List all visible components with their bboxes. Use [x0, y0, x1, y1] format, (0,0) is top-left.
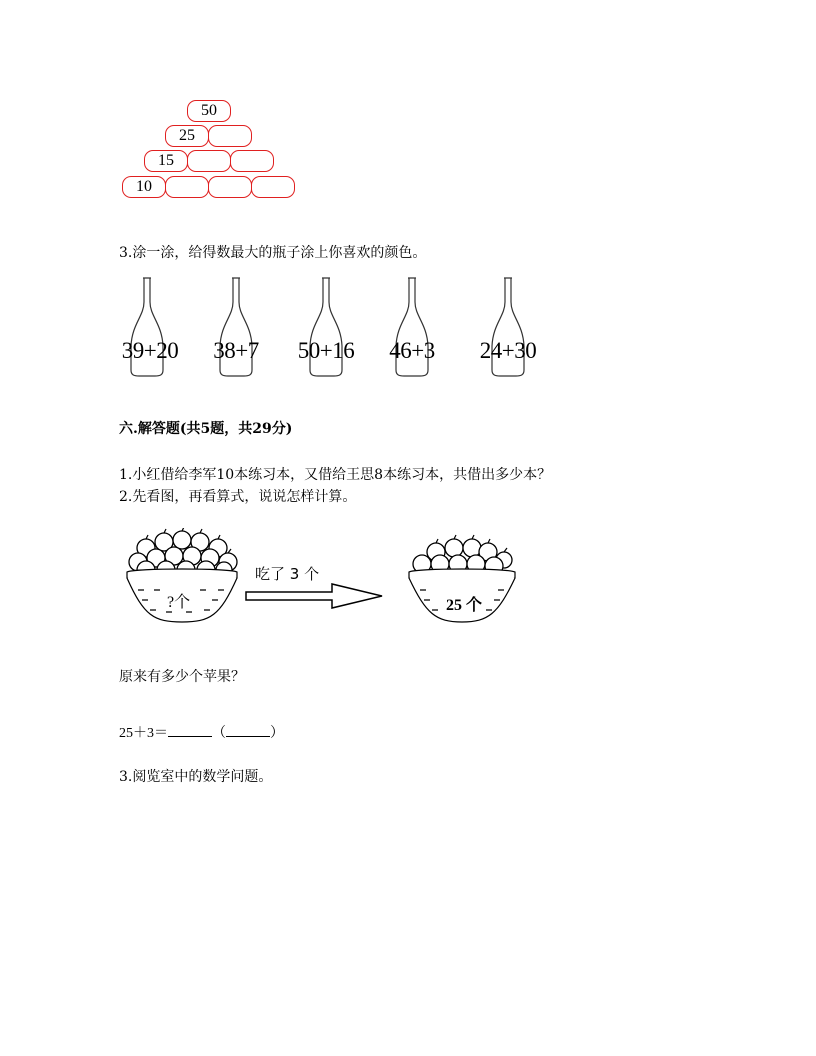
basket-count-left: ?个 — [167, 594, 191, 611]
pyramid-brick — [208, 176, 252, 198]
pyramid-brick — [251, 176, 295, 198]
paren-close: ） — [270, 726, 284, 741]
equation — [119, 722, 284, 742]
pyramid-brick — [165, 176, 209, 198]
question-text: 原来有多少个苹果？ — [119, 669, 245, 685]
pyramid-brick: 10 — [122, 176, 166, 198]
arrow-label: 吃了 3 个 — [255, 565, 320, 583]
bottle-expression: 24+30 — [479, 338, 537, 363]
unit-blank[interactable] — [226, 724, 270, 737]
pyramid-brick — [187, 150, 231, 172]
pyramid-brick: 15 — [144, 150, 188, 172]
arrow-right-icon — [244, 580, 386, 614]
question-3-bottles: 3.涂一涂，给得数最大的瓶子涂上你喜欢的颜色。 — [119, 245, 427, 261]
pyramid-brick: 25 — [165, 125, 209, 147]
section-heading: 六.解答题(共5题，共29分) — [119, 421, 293, 437]
equation-prefix: 25＋3＝ — [119, 726, 168, 741]
basket-count-right: 25 个 — [446, 597, 483, 614]
question-2: 2.先看图，再看算式，说说怎样计算。 — [119, 489, 357, 505]
pyramid-brick: 50 — [187, 100, 231, 122]
bottle-expression: 46+3 — [389, 338, 435, 363]
bottle-expression: 50+16 — [297, 338, 355, 363]
bottle-expression: 39+20 — [121, 338, 179, 363]
bottle-expression: 38+7 — [213, 338, 259, 363]
pyramid-brick — [208, 125, 252, 147]
answer-blank[interactable] — [168, 724, 212, 737]
pyramid-brick — [230, 150, 274, 172]
question-1: 1.小红借给李军10本练习本，又借给王思8本练习本，共借出多少本？ — [119, 467, 552, 483]
question-3-reading-room: 3.阅览室中的数学问题。 — [119, 769, 273, 785]
paren-open: （ — [212, 726, 226, 741]
